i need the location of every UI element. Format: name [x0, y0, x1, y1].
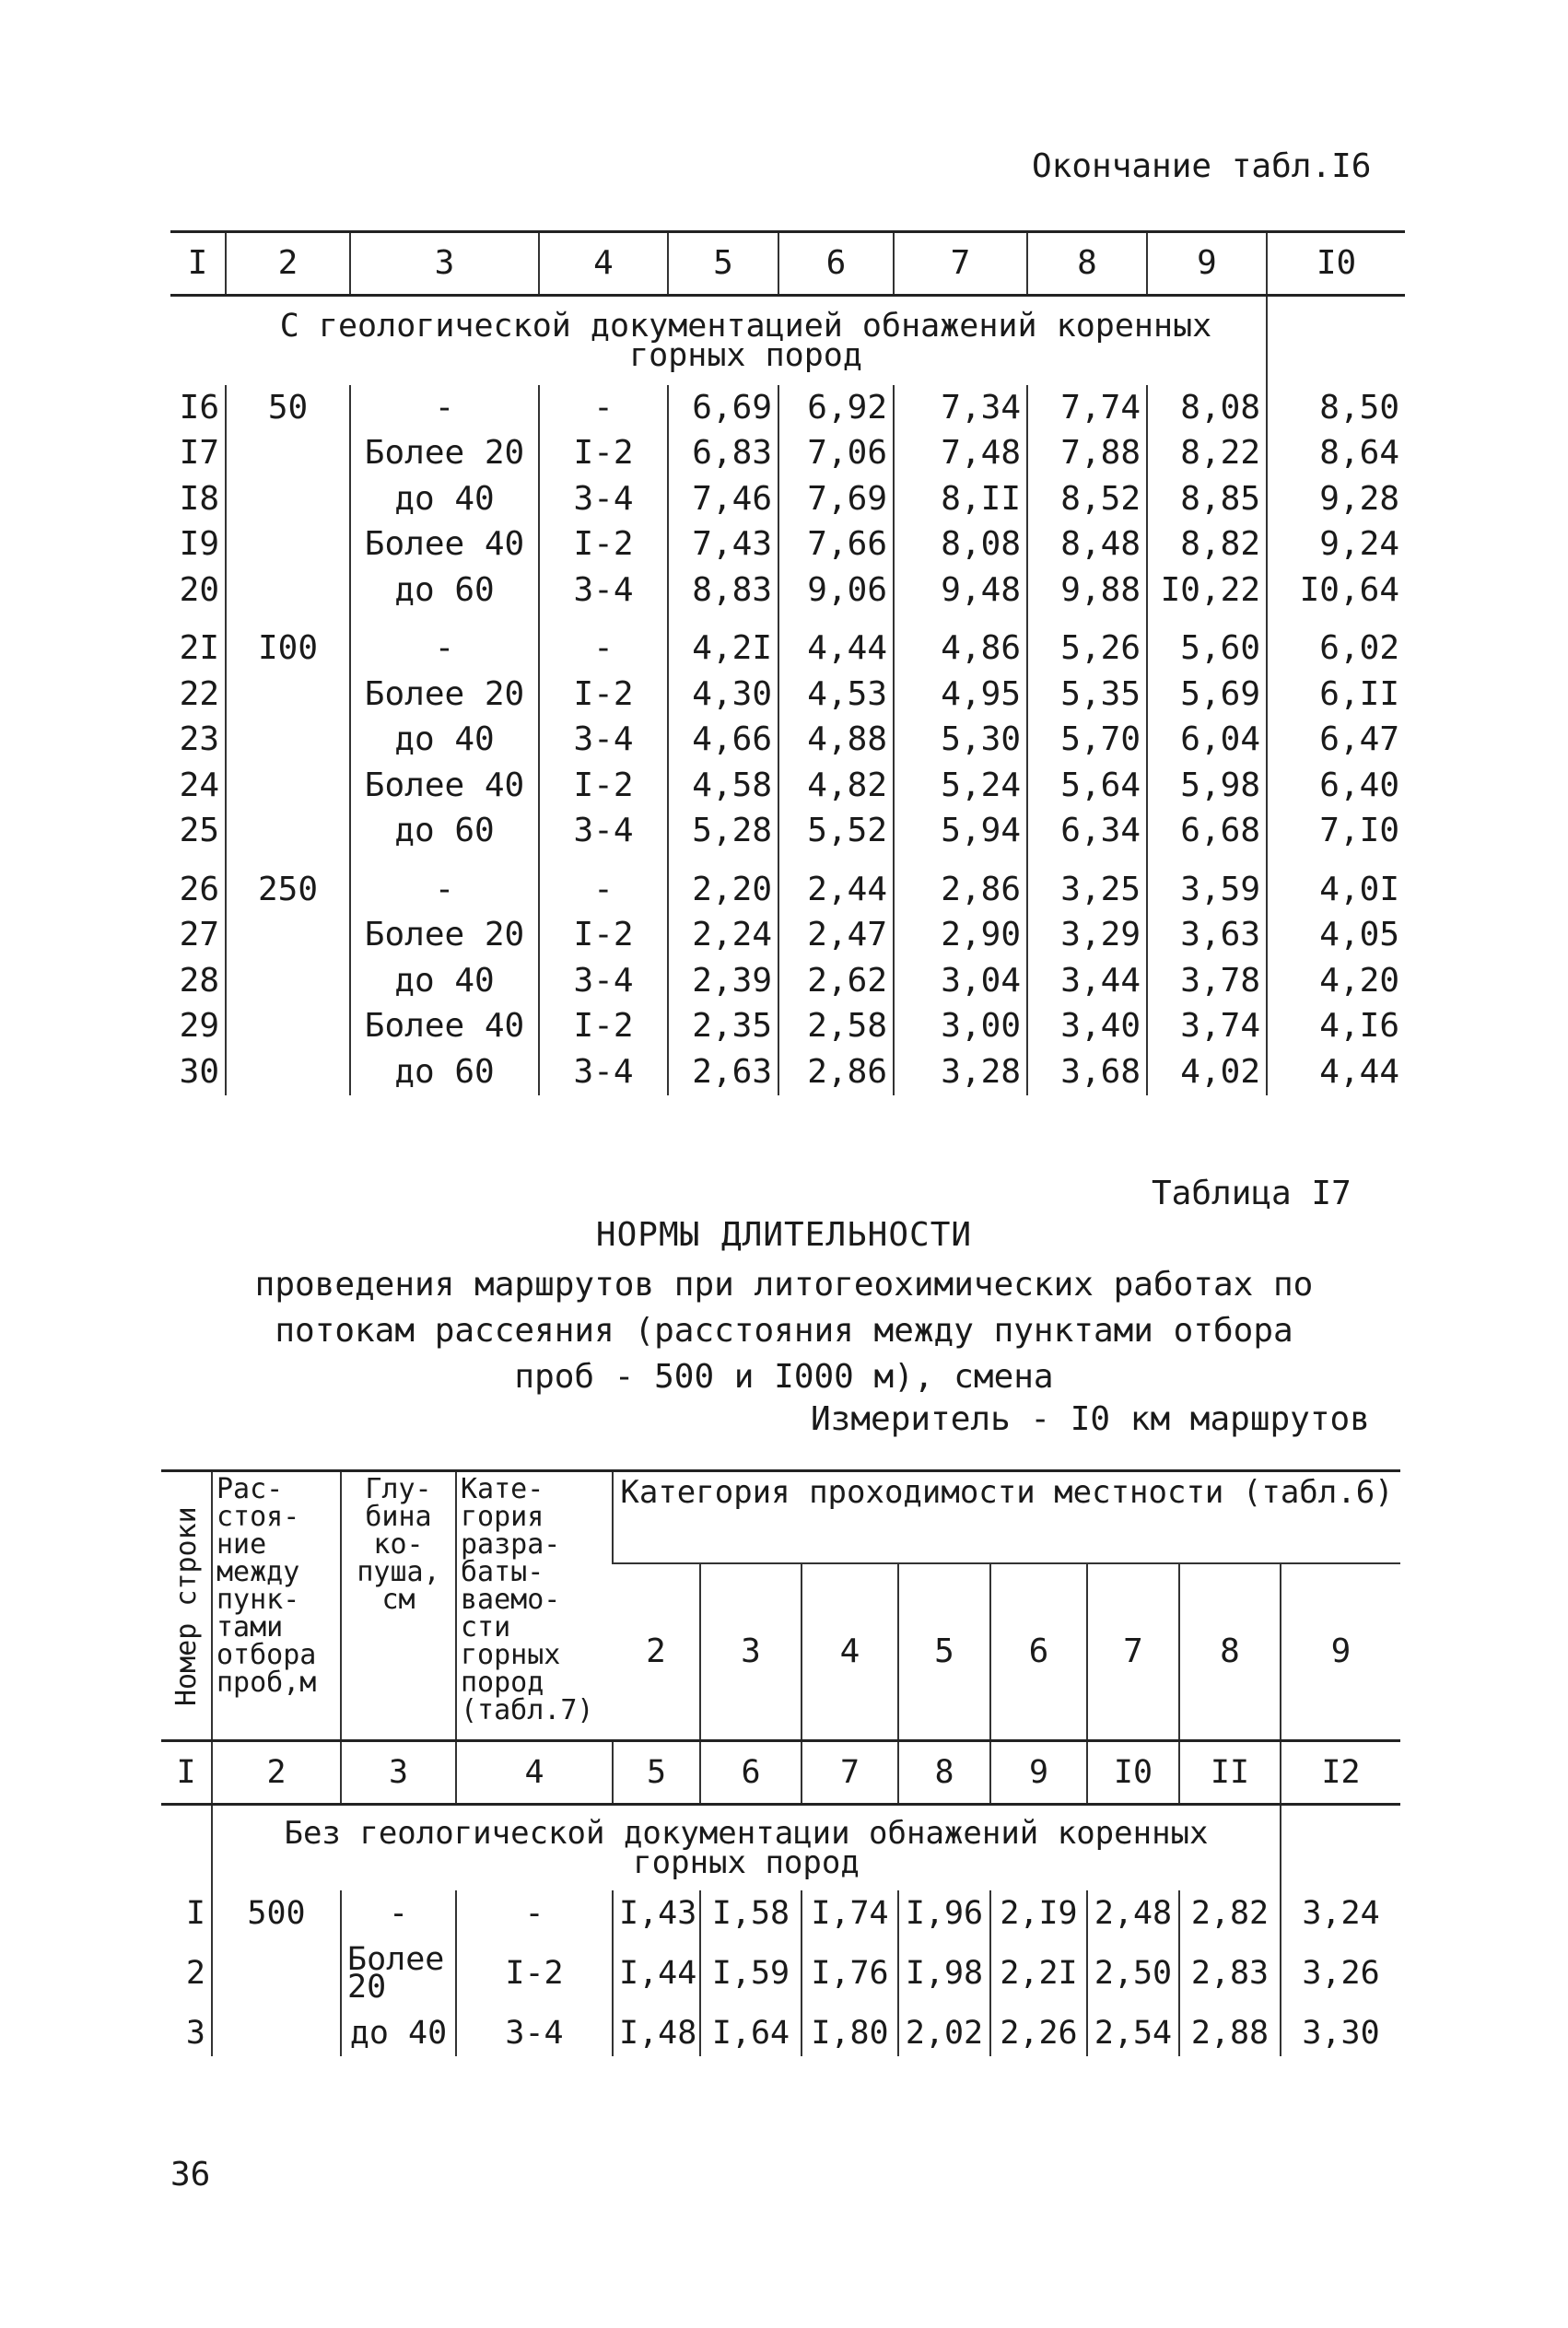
table-cell: 6,02: [1267, 614, 1405, 673]
row-number-header: Номер строки: [161, 1471, 212, 1741]
page-number: 36: [170, 2156, 211, 2193]
table-cell: 9,24: [1267, 522, 1405, 568]
section-title: С геологической документацией обнажений коренных горных пород: [279, 308, 1212, 374]
table-cell: I,76: [802, 1936, 898, 2010]
table-cell: 2,63: [668, 1049, 778, 1095]
table-cell: 3-4: [539, 718, 668, 764]
table-cell: 3,74: [1147, 1004, 1267, 1050]
table-cell: 2,02: [898, 2010, 990, 2056]
table-16: [170, 230, 1405, 1095]
table-cell: 6,40: [1267, 763, 1405, 809]
table-cell: 5,94: [894, 809, 1027, 855]
passability-cat: 7: [1087, 1563, 1179, 1741]
table-cell: 2,35: [668, 1004, 778, 1050]
table-row: [170, 614, 1405, 673]
table-cell: 2,82: [1179, 1890, 1281, 1936]
table-cell: 2,39: [668, 958, 778, 1004]
table-cell: 3,00: [894, 1004, 1027, 1050]
table-cell: Более 20: [350, 672, 539, 718]
table-cell: [226, 809, 350, 855]
table-cell: 2,83: [1179, 1936, 1281, 2010]
table-cell: I0,64: [1267, 567, 1405, 614]
table-cell: 4,2I: [668, 614, 778, 673]
table-cell: 3,40: [1027, 1004, 1147, 1050]
table-cell: 4,0I: [1267, 854, 1405, 913]
table-cell: Более 40: [350, 522, 539, 568]
table-cell: 5,30: [894, 718, 1027, 764]
table-cell: 9,28: [1267, 476, 1405, 522]
table-cell: [226, 672, 350, 718]
table-cell: 7,34: [894, 385, 1027, 431]
table-cell: 4,I6: [1267, 1004, 1405, 1050]
table-cell: Более 40: [350, 1004, 539, 1050]
table-cell: I-2: [539, 672, 668, 718]
table-cell: 500: [212, 1890, 341, 1936]
column-number: I: [161, 1741, 212, 1805]
table-row: [170, 718, 1405, 764]
table-cell: [226, 431, 350, 477]
column-number: 9: [990, 1741, 1087, 1805]
table-cell: до 40: [350, 718, 539, 764]
table-cell: 4,05: [1267, 913, 1405, 959]
header-cell: 6: [778, 232, 894, 296]
table-cell: [212, 2010, 341, 2056]
table-cell: 5,98: [1147, 763, 1267, 809]
table-cell: Более 20: [350, 431, 539, 477]
table-cell: 2: [185, 1954, 205, 1992]
table-cell: -: [539, 854, 668, 913]
table-cell: 3,59: [1147, 854, 1267, 913]
table-cell: 3,68: [1027, 1049, 1147, 1095]
table-cell: [226, 522, 350, 568]
table-cell: 7,06: [778, 431, 894, 477]
table-cell: 2,86: [778, 1049, 894, 1095]
table-cell: I,44: [613, 1936, 700, 2010]
table-row: [170, 854, 1405, 913]
table-cell: [226, 567, 350, 614]
table-cell: 2,54: [1087, 2010, 1179, 2056]
table-cell: I,59: [700, 1936, 802, 2010]
table-cell: 250: [226, 854, 350, 913]
table-row: [170, 476, 1405, 522]
table-cell: 2,50: [1087, 1936, 1179, 2010]
measure-unit: Измеритель - I0 км маршрутов: [811, 1400, 1370, 1438]
table-17-label: Таблица I7: [1152, 1175, 1352, 1212]
column-numbers-row: [161, 1741, 1400, 1805]
table-cell: 3-4: [539, 1049, 668, 1095]
table-cell: 3-4: [539, 958, 668, 1004]
table-cell: 2,20: [668, 854, 778, 913]
table-17-title: НОРМЫ ДЛИТЕЛЬНОСТИ: [595, 1216, 973, 1254]
table-cell: 4,86: [894, 614, 1027, 673]
table-cell: 7,69: [778, 476, 894, 522]
table-cell: Более 20: [341, 1936, 456, 2010]
table-cell: 8,48: [1027, 522, 1147, 568]
table-cell: 2,26: [990, 2010, 1087, 2056]
subtitle-line: проведения маршрутов при литогеохимических работах по: [254, 1266, 1314, 1304]
table-cell: 4,82: [778, 763, 894, 809]
table-cell: 5,35: [1027, 672, 1147, 718]
table-cell: 8,08: [894, 522, 1027, 568]
table-cell: 2,62: [778, 958, 894, 1004]
column-number: 7: [802, 1741, 898, 1805]
table-row: [170, 567, 1405, 614]
table-cell: I,98: [898, 1936, 990, 2010]
passability-cat: 9: [1281, 1563, 1400, 1741]
table-cell: 8,08: [1147, 385, 1267, 431]
table-cell: 7,46: [668, 476, 778, 522]
header-cell: 5: [668, 232, 778, 296]
column-number: 6: [700, 1741, 802, 1805]
table-cell: I6: [179, 388, 219, 427]
table-cell: I0,22: [1147, 567, 1267, 614]
table-17: [161, 1469, 1400, 2056]
table-cell: 3,44: [1027, 958, 1147, 1004]
table-cell: 7,74: [1027, 385, 1147, 431]
header-cell: 8: [1027, 232, 1147, 296]
table-row: [161, 2010, 1400, 2056]
table-cell: 8,83: [668, 567, 778, 614]
distance-header: Рас- стоя- ние между пунк- тами отбора проб,м: [212, 1471, 341, 1741]
table-cell: 7,43: [668, 522, 778, 568]
table-cell: до 40: [350, 958, 539, 1004]
table-cell: I-2: [539, 522, 668, 568]
table-row: [170, 958, 1405, 1004]
table-cell: I9: [179, 525, 219, 564]
table-cell: 3-4: [539, 809, 668, 855]
table-cell: I-2: [539, 913, 668, 959]
table-cell: [226, 958, 350, 1004]
table-cell: -: [539, 614, 668, 673]
table-cell: I7: [179, 434, 219, 473]
table-row: [170, 809, 1405, 855]
column-number: I0: [1087, 1741, 1179, 1805]
table-cell: I-2: [456, 1936, 613, 2010]
header-cell: 3: [350, 232, 539, 296]
table-cell: 8,85: [1147, 476, 1267, 522]
table-cell: 25: [179, 812, 219, 850]
table-row: [170, 672, 1405, 718]
passability-cat: 6: [990, 1563, 1087, 1741]
table-cell: 9,06: [778, 567, 894, 614]
depth-header: Глу- бина ко- пуша, см: [341, 1471, 456, 1741]
table-cell: 5,60: [1147, 614, 1267, 673]
table-cell: 30: [179, 1052, 219, 1091]
column-number: 4: [456, 1741, 613, 1805]
table-row: [170, 522, 1405, 568]
table-cell: 3,25: [1027, 854, 1147, 913]
table-cell: 8,64: [1267, 431, 1405, 477]
table-cell: 24: [179, 766, 219, 804]
table-cell: -: [350, 614, 539, 673]
table-row: [170, 385, 1405, 431]
table-cell: [226, 476, 350, 522]
column-number: I2: [1281, 1741, 1400, 1805]
table-cell: 3,04: [894, 958, 1027, 1004]
passability-header: Категория проходимости местности (табл.6): [613, 1471, 1400, 1564]
table-cell: 6,47: [1267, 718, 1405, 764]
category-header: Кате- гория разра- баты- ваемо- сти горных пород (табл.7): [456, 1471, 613, 1741]
table-cell: 5,52: [778, 809, 894, 855]
table-cell: -: [539, 385, 668, 431]
table-cell: 5,24: [894, 763, 1027, 809]
table-cell: 4,20: [1267, 958, 1405, 1004]
table-cell: 7,88: [1027, 431, 1147, 477]
table-cell: 6,34: [1027, 809, 1147, 855]
table-cell: 5,69: [1147, 672, 1267, 718]
table-cell: 9,48: [894, 567, 1027, 614]
table-cell: [226, 1049, 350, 1095]
table-cell: Более 40: [350, 763, 539, 809]
table-cell: 29: [179, 1007, 219, 1046]
table-cell: 2,86: [894, 854, 1027, 913]
table-cell: Более 20: [350, 913, 539, 959]
table-cell: I,64: [700, 2010, 802, 2056]
table-cell: 3: [185, 2014, 205, 2052]
table-cell: 23: [179, 720, 219, 759]
column-number: 5: [613, 1741, 700, 1805]
table-cell: I,48: [613, 2010, 700, 2056]
table-cell: 6,68: [1147, 809, 1267, 855]
passability-cat: 4: [802, 1563, 898, 1741]
table-cell: 2,88: [1179, 2010, 1281, 2056]
table-cell: 2I: [179, 629, 219, 668]
table-cell: 8,II: [894, 476, 1027, 522]
subtitle-line: проб - 500 и I000 м), смена: [514, 1358, 1054, 1396]
table-row: [170, 431, 1405, 477]
table-cell: 3,24: [1281, 1890, 1400, 1936]
table-cell: 28: [179, 961, 219, 1000]
table-row: [161, 1936, 1400, 2010]
header-cell: 2: [226, 232, 350, 296]
table-row: [170, 1049, 1405, 1095]
table-cell: 2,44: [778, 854, 894, 913]
table-17-section-row: [161, 1805, 1400, 1891]
table-cell: до 40: [341, 2010, 456, 2056]
table-cell: I: [185, 1894, 205, 1932]
table-cell: 2,58: [778, 1004, 894, 1050]
table-cell: 27: [179, 916, 219, 954]
table-16-body: [170, 385, 1405, 1095]
table-cell: 8,22: [1147, 431, 1267, 477]
table-row: [170, 913, 1405, 959]
column-number: 8: [898, 1741, 990, 1805]
table-cell: 4,95: [894, 672, 1027, 718]
table-cell: 6,69: [668, 385, 778, 431]
table-cell: 26: [179, 870, 219, 908]
table-cell: 5,70: [1027, 718, 1147, 764]
table-cell: 22: [179, 674, 219, 713]
table-cell: I,80: [802, 2010, 898, 2056]
table-cell: I,96: [898, 1890, 990, 1936]
table-17-body: [161, 1890, 1400, 2056]
table-17-header-top: [161, 1471, 1400, 1564]
header-cell: 9: [1147, 232, 1267, 296]
table-cell: 2,90: [894, 913, 1027, 959]
table-17-subtitle: [0, 1262, 1568, 1400]
table-cell: 7,48: [894, 431, 1027, 477]
table-cell: 3,28: [894, 1049, 1027, 1095]
passability-cat: 8: [1179, 1563, 1281, 1741]
table-cell: I8: [179, 479, 219, 518]
table-cell: 8,50: [1267, 385, 1405, 431]
continuation-label: Окончание табл.I6: [1032, 147, 1372, 185]
table-cell: 4,66: [668, 718, 778, 764]
table-cell: до 60: [350, 1049, 539, 1095]
column-number: 3: [341, 1741, 456, 1805]
table-cell: [226, 1004, 350, 1050]
table-cell: 5,64: [1027, 763, 1147, 809]
table-cell: 6,04: [1147, 718, 1267, 764]
table-cell: 4,44: [1267, 1049, 1405, 1095]
table-cell: до 60: [350, 567, 539, 614]
table-row: [161, 1890, 1400, 1936]
table-cell: 8,52: [1027, 476, 1147, 522]
table-cell: 5,28: [668, 809, 778, 855]
table-16-section-row: [170, 296, 1405, 386]
subtitle-line: потокам рассеяния (расстояния между пунктами отбора: [275, 1312, 1293, 1350]
header-cell: 7: [894, 232, 1027, 296]
table-cell: 20: [179, 570, 219, 609]
table-16-header: [170, 232, 1405, 296]
table-cell: 3-4: [539, 567, 668, 614]
table-cell: 3-4: [539, 476, 668, 522]
table-cell: 2,2I: [990, 1936, 1087, 2010]
table-cell: 9,88: [1027, 567, 1147, 614]
table-cell: [212, 1936, 341, 2010]
table-cell: 8,82: [1147, 522, 1267, 568]
section-title: Без геологической документации обнажений коренных горных пород: [212, 1805, 1281, 1891]
table-cell: 5,26: [1027, 614, 1147, 673]
table-cell: -: [456, 1890, 613, 1936]
column-number: 2: [212, 1741, 341, 1805]
table-cell: 3,78: [1147, 958, 1267, 1004]
table-cell: 7,66: [778, 522, 894, 568]
table-row: [170, 763, 1405, 809]
table-cell: 6,92: [778, 385, 894, 431]
table-cell: 4,30: [668, 672, 778, 718]
table-cell: 2,48: [1087, 1890, 1179, 1936]
header-cell: 4: [539, 232, 668, 296]
table-cell: 7,I0: [1267, 809, 1405, 855]
header-cell: I0: [1267, 232, 1405, 296]
table-cell: 3,29: [1027, 913, 1147, 959]
table-cell: 6,II: [1267, 672, 1405, 718]
table-cell: [226, 718, 350, 764]
table-cell: 4,53: [778, 672, 894, 718]
table-cell: 2,47: [778, 913, 894, 959]
table-cell: [226, 763, 350, 809]
table-cell: I-2: [539, 763, 668, 809]
table-cell: до 60: [350, 809, 539, 855]
table-cell: 3-4: [456, 2010, 613, 2056]
table-cell: -: [341, 1890, 456, 1936]
table-row: [170, 1004, 1405, 1050]
table-cell: 6,83: [668, 431, 778, 477]
table-cell: 4,02: [1147, 1049, 1267, 1095]
table-cell: до 40: [350, 476, 539, 522]
passability-cat: 5: [898, 1563, 990, 1741]
table-cell: I-2: [539, 1004, 668, 1050]
table-cell: -: [350, 854, 539, 913]
table-cell: I00: [226, 614, 350, 673]
table-cell: I-2: [539, 431, 668, 477]
table-cell: I,43: [613, 1890, 700, 1936]
table-cell: 4,58: [668, 763, 778, 809]
table-cell: 4,44: [778, 614, 894, 673]
table-cell: -: [350, 385, 539, 431]
header-cell: I: [170, 232, 226, 296]
table-cell: 50: [226, 385, 350, 431]
table-cell: 4,88: [778, 718, 894, 764]
table-cell: I,58: [700, 1890, 802, 1936]
table-cell: [226, 913, 350, 959]
table-cell: 3,30: [1281, 2010, 1400, 2056]
passability-cat: 3: [700, 1563, 802, 1741]
table-cell: 2,24: [668, 913, 778, 959]
table-cell: 2,I9: [990, 1890, 1087, 1936]
table-cell: I,74: [802, 1890, 898, 1936]
column-number: II: [1179, 1741, 1281, 1805]
table-cell: 3,26: [1281, 1936, 1400, 2010]
passability-cat: 2: [646, 1632, 666, 1670]
table-cell: 3,63: [1147, 913, 1267, 959]
